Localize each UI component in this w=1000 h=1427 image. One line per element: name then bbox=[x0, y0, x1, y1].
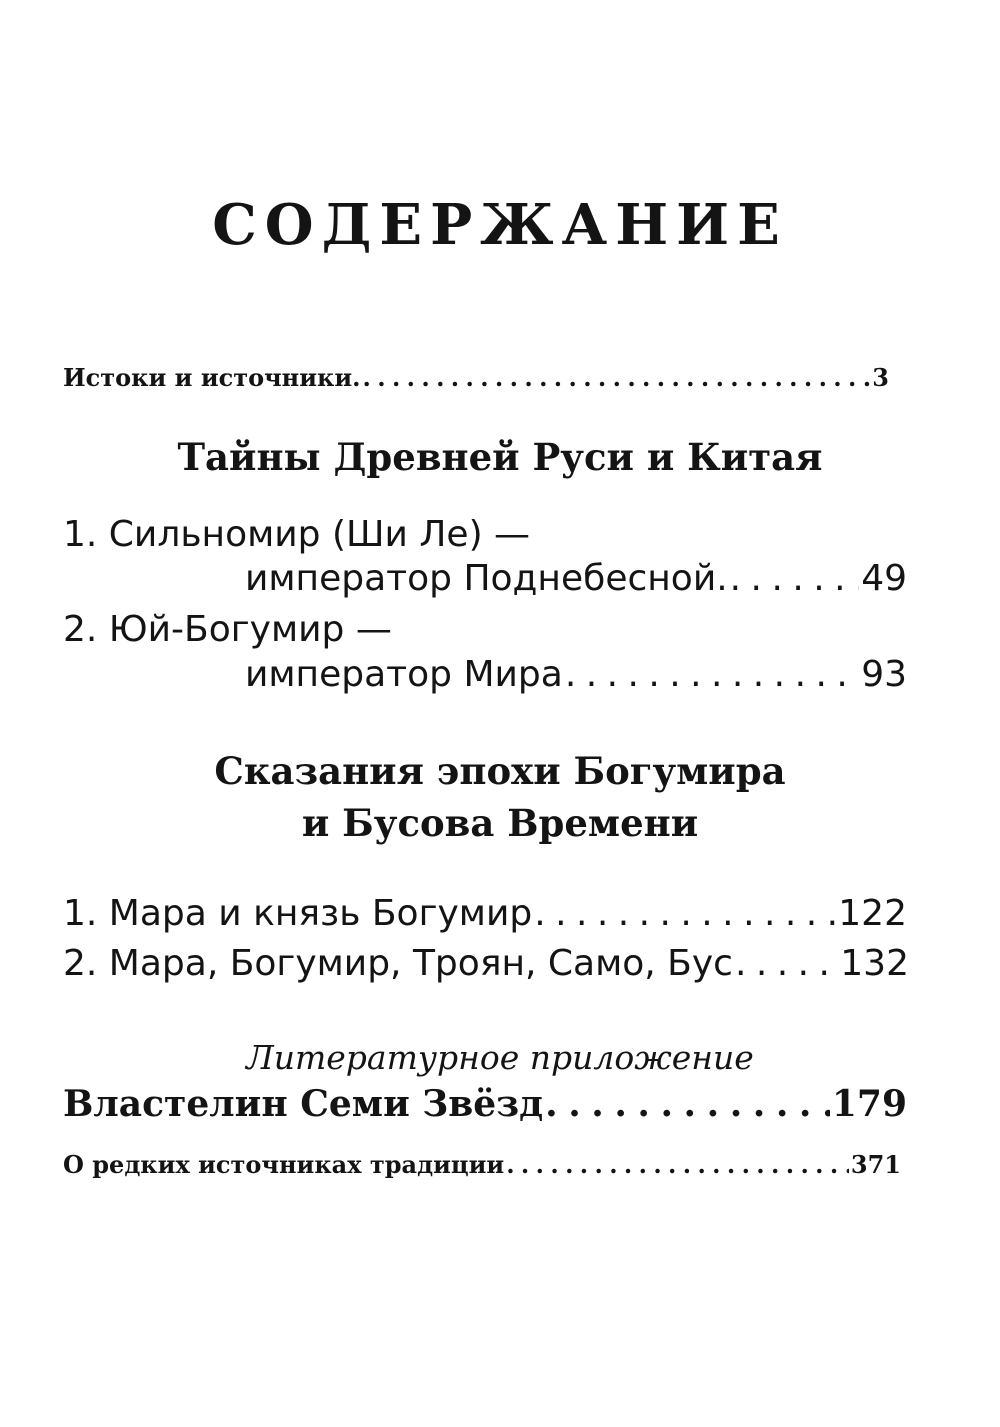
toc-entry-intro[interactable] bbox=[63, 363, 889, 392]
section-heading-part1: Тайны Древней Руси и Китая bbox=[177, 435, 823, 479]
toc-entry-4[interactable] bbox=[63, 943, 909, 984]
dot-leader bbox=[545, 1083, 830, 1125]
section-heading-part2-line1: Сказания эпохи Богумира bbox=[214, 749, 786, 793]
toc-entry-title: 1. Мара и князь Богумир bbox=[63, 893, 533, 934]
toc-entry-title: 2. Мара, Богумир, Троян, Само, Бус bbox=[63, 943, 733, 984]
toc-entry-page: 179 bbox=[831, 1083, 907, 1125]
dot-leader bbox=[506, 1150, 849, 1179]
dot-leader bbox=[363, 363, 871, 392]
toc-entry-2-line2[interactable] bbox=[245, 654, 907, 695]
toc-entry-page: 122 bbox=[838, 893, 907, 934]
toc-entry-title: Истоки и источники. bbox=[63, 363, 361, 392]
toc-entry-2-line1[interactable]: 2. Юй-Богумир — bbox=[63, 609, 392, 650]
toc-entry-page: 132 bbox=[840, 943, 909, 984]
dot-leader bbox=[735, 943, 838, 984]
toc-entry-3[interactable] bbox=[63, 893, 907, 934]
section-heading-part2-line2: и Бусова Времени bbox=[301, 801, 699, 845]
toc-entry-title: Властелин Семи Звёзд bbox=[63, 1083, 544, 1125]
toc-entry-page: 371 bbox=[850, 1150, 901, 1179]
toc-entry-title: император Мира bbox=[245, 654, 563, 695]
dot-leader bbox=[565, 654, 859, 695]
dot-leader bbox=[730, 558, 860, 599]
toc-entry-1-line1[interactable]: 1. Сильномир (Ши Ле) — bbox=[63, 514, 531, 555]
toc-entry-page: 3 bbox=[872, 363, 889, 392]
dot-leader bbox=[534, 893, 836, 934]
toc-entry-page: 49 bbox=[861, 558, 907, 599]
toc-entry-1-line2[interactable] bbox=[245, 558, 907, 599]
toc-entry-final[interactable] bbox=[63, 1150, 901, 1179]
toc-entry-title: император Поднебесной. bbox=[245, 558, 728, 599]
toc-entry-title: О редких источниках традиции bbox=[63, 1150, 505, 1179]
toc-entry-appendix[interactable] bbox=[63, 1083, 907, 1125]
toc-entry-page: 93 bbox=[861, 654, 907, 695]
page-title: СОДЕРЖАНИЕ bbox=[212, 192, 788, 258]
appendix-subtitle: Литературное приложение bbox=[246, 1038, 754, 1077]
